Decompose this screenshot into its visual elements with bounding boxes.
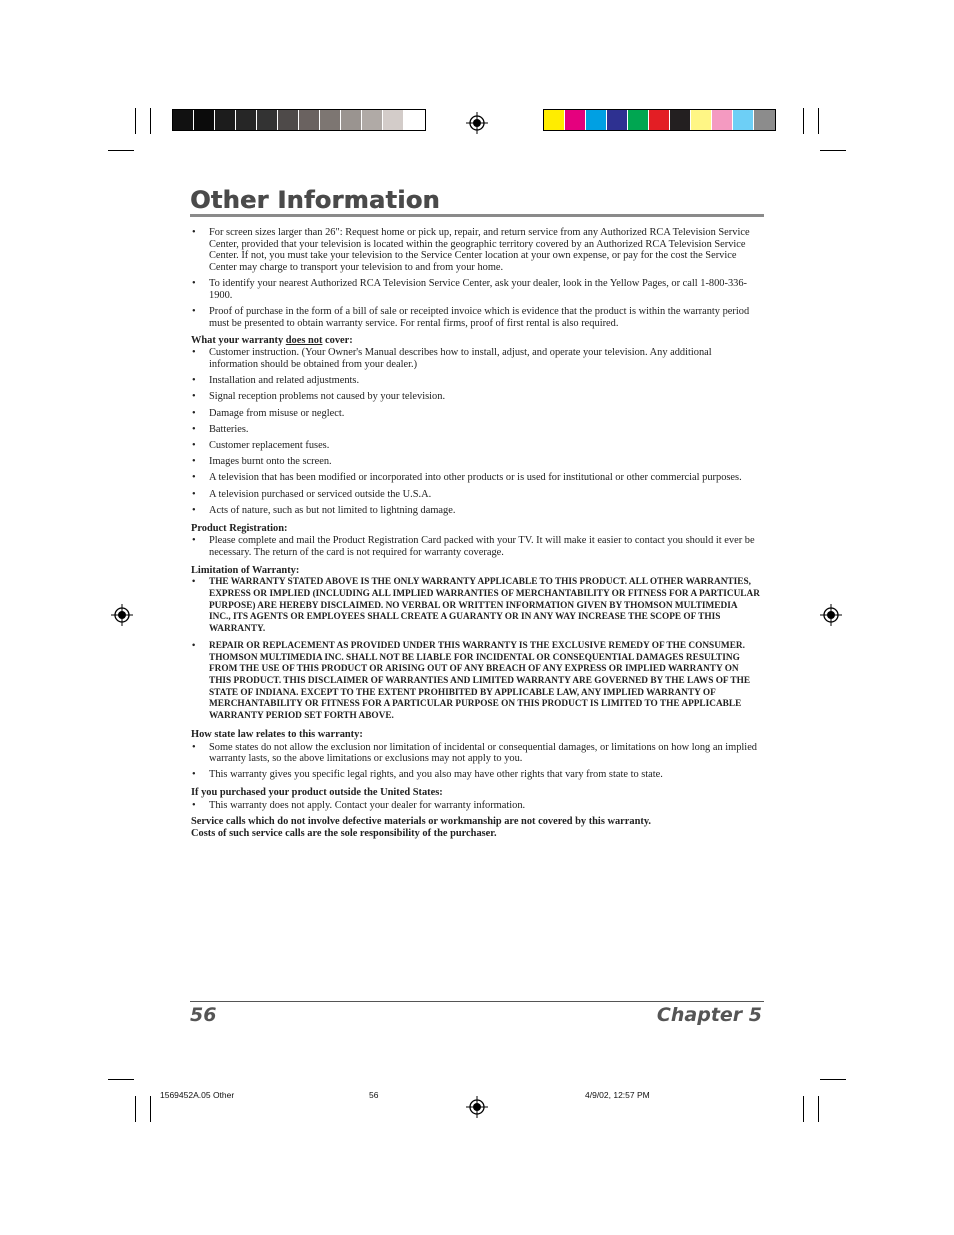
crop-mark — [135, 108, 136, 134]
crop-mark — [803, 108, 804, 134]
registration-mark-icon — [466, 1096, 488, 1118]
slug-date: 4/9/02, 12:57 PM — [585, 1090, 650, 1100]
color-swatch — [320, 110, 341, 130]
list-item: • Batteries. — [191, 424, 761, 436]
crop-mark — [135, 1096, 136, 1122]
color-swatch — [628, 110, 649, 130]
crop-mark — [818, 1096, 819, 1122]
color-swatch — [712, 110, 733, 130]
list-item: • A television purchased or serviced outside the U.S.A. — [191, 489, 761, 501]
section-heading-outside-us: If you purchased your product outside the United States: — [191, 787, 443, 799]
page-title: Other Information — [190, 186, 440, 214]
section-heading-limitation: Limitation of Warranty: — [191, 564, 300, 576]
crop-mark — [150, 1096, 151, 1122]
limitation-list — [191, 577, 761, 722]
crop-mark — [108, 150, 134, 151]
list-item: • Images burnt onto the screen. — [191, 456, 761, 468]
page-number: 56 — [190, 1004, 217, 1026]
footer-rule — [190, 1001, 764, 1002]
color-swatch — [236, 110, 257, 130]
list-item: • Damage from misuse or neglect. — [191, 408, 761, 420]
list-item: • To identify your nearest Authorized RCA Television Service Center, ask your dealer, look in the Yellow Pages, or call 1-800-336-1900. — [191, 278, 761, 301]
color-swatch — [586, 110, 607, 130]
slug-page: 56 — [369, 1090, 379, 1100]
color-swatch — [544, 110, 565, 130]
registration-list — [191, 535, 761, 558]
color-swatch — [691, 110, 712, 130]
list-item: • THE WARRANTY STATED ABOVE IS THE ONLY WARRANTY APPLICABLE TO THIS PRODUCT. ALL OTHER WARRANTIES, EXPRESS OR IMPLIED (INCLUDING ALL IMPLIED WARRANTIES OF MERCHANTABILITY OR FITNESS FOR A PARTICULAR PURPOSE) ARE HEREBY DISCLAIMED. NO VERBAL OR WRITTEN INFORMATION GIVEN BY THOMSON MULTIMEDIA INC., ITS AGENTS OR EMPLOYEES SHALL CREATE A GUARANTY OR IN ANY WAY INCREASE THE SCOPE OF THIS WARRANTY. — [191, 577, 761, 636]
list-item: • Signal reception problems not caused by your television. — [191, 391, 761, 403]
list-item: • This warranty gives you specific legal rights, and you also may have other rights that vary from state to state. — [191, 769, 761, 781]
list-item: • Acts of nature, such as but not limited to lightning damage. — [191, 505, 761, 517]
crop-mark — [820, 150, 846, 151]
closing-line: Costs of such service calls are the sole responsibility of the purchaser. — [191, 827, 497, 839]
color-swatch — [194, 110, 215, 130]
registration-mark-icon — [466, 112, 488, 134]
color-swatch — [670, 110, 691, 130]
list-item: • A television that has been modified or incorporated into other products or is used for institutional or other commercial purposes. — [191, 472, 761, 484]
closing-statement — [191, 816, 761, 839]
list-item: • For screen sizes larger than 26": Request home or pick up, repair, and return service from any Authorized RCA Television Service Center, provided that your television is located within the geographic territory covered by an Authorized RCA Television Service Center. If not, you must take your television to the Service Center location at your own expense, or pay for the cost the Service Center may charge to transport your television to and from your home. — [191, 227, 761, 274]
color-swatch — [257, 110, 278, 130]
list-item: • Customer instruction. (Your Owner's Manual describes how to install, adjust, and operate your television. Any additional information should be obtained from your dealer.) — [191, 347, 761, 370]
warranty-content — [191, 227, 761, 839]
outside-us-list — [191, 800, 761, 812]
color-swatch — [383, 110, 404, 130]
crop-mark — [803, 1096, 804, 1122]
color-swatch — [404, 110, 425, 130]
title-rule — [190, 214, 764, 217]
intro-list — [191, 227, 761, 330]
list-item: • REPAIR OR REPLACEMENT AS PROVIDED UNDER THIS WARRANTY IS THE EXCLUSIVE REMEDY OF THE CONSUMER. THOMSON MULTIMEDIA INC. SHALL NOT BE LIABLE FOR INCIDENTAL OR CONSEQUENTIAL DAMAGES RESULTING FROM THE USE OF THIS PRODUCT OR ARISING OUT OF ANY BREACH OF ANY EXPRESS OR IMPLIED WARRANTY ON THIS PRODUCT. THIS DISCLAIMER OF WARRANTIES AND LIMITED WARRANTY ARE GOVERNED BY THE LAWS OF THE STATE OF INDIANA. EXCEPT TO THE EXTENT PROHIBITED BY APPLICABLE LAW, ANY IMPLIED WARRANTY OF MERCHANTABILITY OR FITNESS FOR A PARTICULAR PURPOSE ON THIS PRODUCT IS LIMITED TO THE APPLICABLE WARRANTY PERIOD SET FORTH ABOVE. — [191, 641, 761, 723]
list-item: • Installation and related adjustments. — [191, 375, 761, 387]
color-swatch — [278, 110, 299, 130]
color-swatch — [607, 110, 628, 130]
grayscale-bar — [172, 109, 426, 131]
color-swatch — [733, 110, 754, 130]
color-swatch — [215, 110, 236, 130]
section-heading-not-cover — [191, 335, 761, 347]
color-bar — [543, 109, 776, 131]
list-item: • Customer replacement fuses. — [191, 440, 761, 452]
state-law-list — [191, 742, 761, 782]
heading-text: cover: — [322, 334, 353, 346]
chapter-label: Chapter 5 — [656, 1004, 762, 1026]
heading-underlined-text: does not — [285, 334, 323, 346]
slug-file: 1569452A.05 Other — [160, 1090, 235, 1100]
crop-mark — [150, 108, 151, 134]
list-item: • Proof of purchase in the form of a bill of sale or receipted invoice which is evidence that the product is within the warranty period must be presented to obtain warranty service. For rental firms, proof of first rental is also required. — [191, 306, 761, 329]
crop-mark — [820, 1079, 846, 1080]
color-swatch — [341, 110, 362, 130]
color-swatch — [299, 110, 320, 130]
color-swatch — [173, 110, 194, 130]
color-swatch — [754, 110, 775, 130]
not-cover-list — [191, 347, 761, 516]
color-swatch — [565, 110, 586, 130]
color-swatch — [649, 110, 670, 130]
list-item: • Some states do not allow the exclusion nor limitation of incidental or consequential damages, or limitations on how long an implied warranty lasts, so the above limitations or exclusions may not apply to you. — [191, 742, 761, 765]
crop-mark — [818, 108, 819, 134]
color-swatch — [362, 110, 383, 130]
section-heading-state-law: How state law relates to this warranty: — [191, 728, 363, 740]
list-item: • This warranty does not apply. Contact your dealer for warranty information. — [191, 800, 761, 812]
list-item: • Please complete and mail the Product Registration Card packed with your TV. It will make it easier to contact you should it ever be necessary. The return of the card is not required for warranty coverage. — [191, 535, 761, 558]
closing-line: Service calls which do not involve defective materials or workmanship are not covered by this warranty. — [191, 816, 652, 828]
registration-mark-icon — [111, 604, 133, 626]
section-heading-registration: Product Registration: — [191, 522, 288, 534]
registration-mark-icon — [820, 604, 842, 626]
heading-text: What your warranty — [191, 334, 286, 346]
crop-mark — [108, 1079, 134, 1080]
